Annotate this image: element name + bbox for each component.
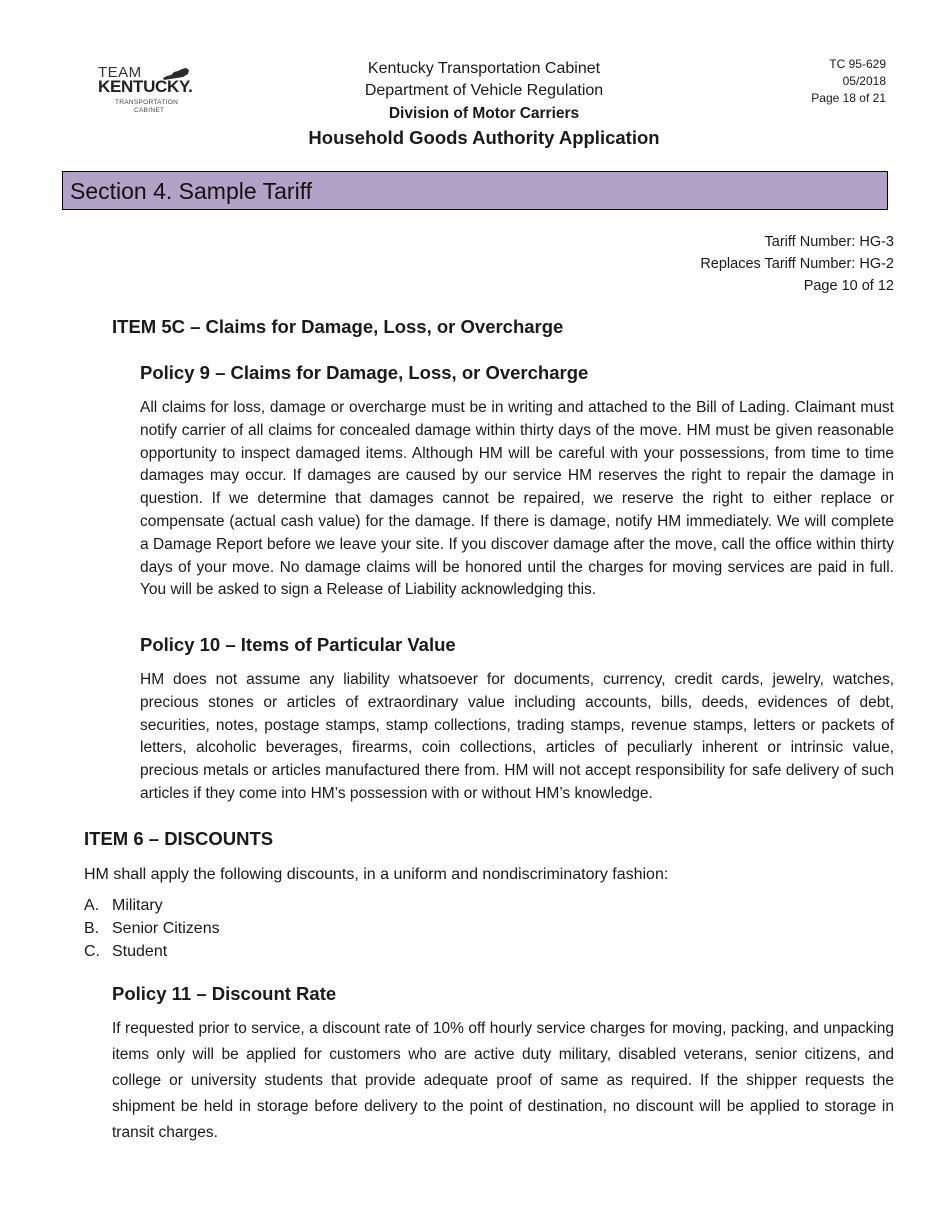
- tariff-page-number: Page 10 of 12: [803, 278, 894, 294]
- policy-10-text: HM does not assume any liability whatsoever for documents, currency, credit cards, jewelry, watches, precious stones or articles of extraordinary value including accounts, bills, deeds, evidences of debt, securities, notes, postage stamps, stamp collections, trading stamps, revenue stamps, letters or packets of letters, alcoholic beverages, firearms, coin collections, articles of peculiarly inherent or intrinsic value, precious metals or articles manufactured there from. HM will not accept responsibility for safe delivery of such articles if they come into HM’s possession with or without HM’s knowledge.: [140, 671, 894, 802]
- form-date: 05/2018: [842, 74, 886, 88]
- policy-10-heading: Policy 10 – Items of Particular Value: [140, 634, 456, 655]
- logo-kentucky-text: KENTUCKY.: [98, 77, 193, 96]
- item-5c-heading: ITEM 5C – Claims for Damage, Loss, or Overcharge: [112, 316, 564, 337]
- list-letter: B.: [84, 920, 100, 937]
- form-page-number: Page 18 of 21: [811, 91, 886, 105]
- logo-subtitle-line2: CABINET: [134, 107, 165, 114]
- team-kentucky-logo: [98, 64, 194, 122]
- item-6-intro: HM shall apply the following discounts, in a uniform and nondiscriminatory fashion:: [84, 866, 669, 883]
- tariff-number: Tariff Number: HG-3: [764, 234, 894, 250]
- replaces-tariff-number: Replaces Tariff Number: HG-2: [700, 256, 894, 272]
- discount-list-item: [84, 917, 220, 940]
- policy-9-heading: Policy 9 – Claims for Damage, Loss, or Overcharge: [140, 362, 589, 383]
- list-item-text: Student: [112, 943, 168, 960]
- policy-11-text: If requested prior to service, a discount rate of 10% off hourly service charges for moving, packing, and unpacking items only will be applied for customers who are active duty military, disabled veterans, senior citizens, and college or university students that provide adequate proof of same as required. If the shipper requests the shipment be held in storage before delivery to the point of destination, no discount will be applied to storage in transit charges.: [112, 1020, 894, 1141]
- list-letter: C.: [84, 943, 100, 960]
- header-cabinet: Kentucky Transportation Cabinet: [367, 60, 601, 77]
- discount-list-item: [84, 894, 220, 917]
- form-number: TC 95-629: [829, 57, 886, 71]
- discount-list-item: [84, 940, 220, 963]
- list-letter: A.: [84, 897, 100, 914]
- discount-list: [84, 894, 220, 963]
- item-6-heading: ITEM 6 – DISCOUNTS: [84, 828, 274, 849]
- logo-team-text: TEAM: [98, 64, 142, 81]
- policy-11-heading: Policy 11 – Discount Rate: [112, 983, 337, 1004]
- list-item-text: Military: [112, 897, 163, 914]
- header-title: Household Goods Authority Application: [308, 127, 660, 148]
- list-item-text: Senior Citizens: [112, 920, 220, 937]
- header-department: Department of Vehicle Regulation: [364, 82, 604, 99]
- header-division: Division of Motor Carriers: [388, 105, 580, 122]
- section-title-bar: Section 4. Sample Tariff: [62, 171, 888, 210]
- policy-9-text: All claims for loss, damage or overcharge must be in writing and attached to the Bill of Lading. Claimant must notify carrier of all claims for concealed damage within thirty days of the move. HM must be given reasonable opportunity to inspect damaged items. Although HM will be careful with your possessions, from time to time damages may occur. If damages are caused by our service HM reserves the right to repair the damage in question. If we determine that damages cannot be repaired, we reserve the right to either replace or compensate (actual cash value) for the damage. If there is damage, notify HM immediately. We will complete a Damage Report before we leave your site. If you discover damage after the move, call the office within thirty days of your move. No damage claims will be honored until the charges for moving services are paid in full. You will be asked to sign a Release of Liability acknowledging this.: [140, 399, 894, 599]
- logo-subtitle-line1: TRANSPORTATION: [115, 99, 179, 106]
